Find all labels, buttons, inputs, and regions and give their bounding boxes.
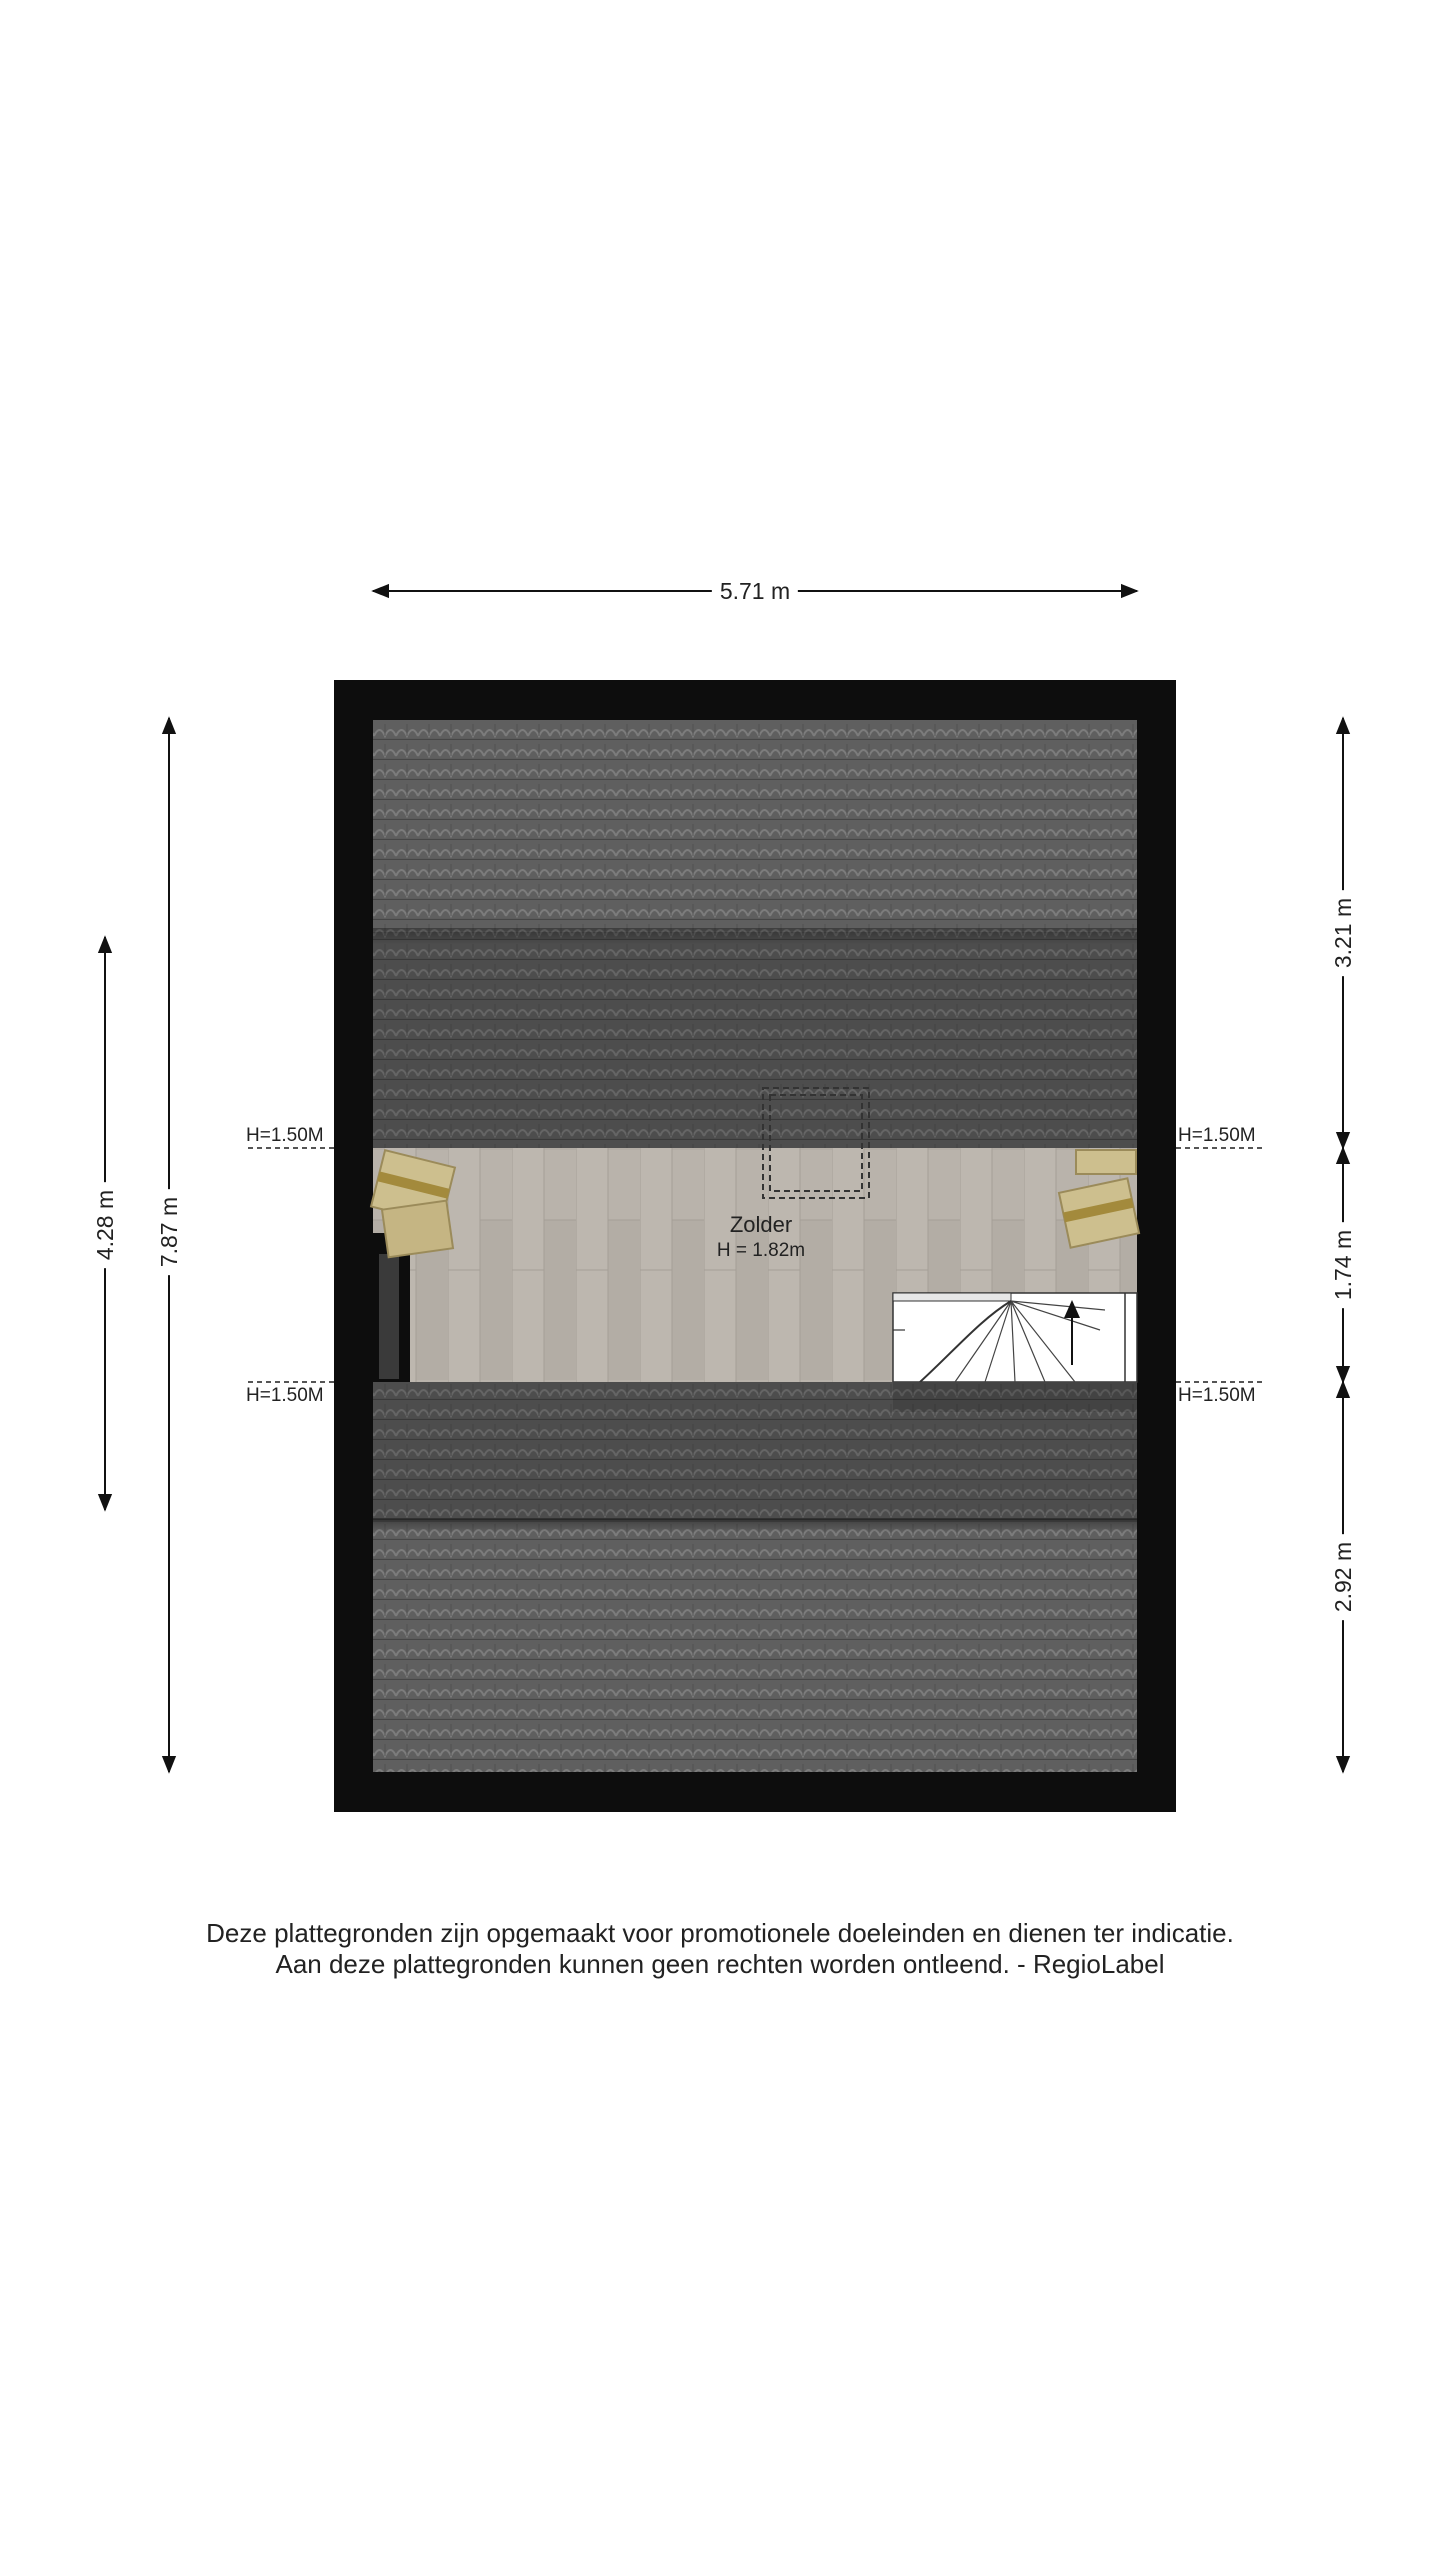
dim-label-top-width: 5.71 m (712, 577, 798, 605)
eave-height-bottom-left: H=1.50M (246, 1385, 324, 1406)
disclaimer-line-1: Deze plattegronden zijn opgemaakt voor promotionele doeleinden en dienen ter indicatie. (206, 1918, 1234, 1948)
disclaimer-line-2: Aan deze plattegronden kunnen geen rechten worden ontleend. - RegioLabel (275, 1949, 1165, 1979)
room-height: H = 1.82m (716, 1240, 806, 1261)
dim-label-right-top: 3.21 m (1329, 890, 1357, 976)
room-name: Zolder (729, 1212, 793, 1237)
roof-top-upper (373, 720, 1137, 932)
eave-height-top-left: H=1.50M (246, 1125, 324, 1146)
disclaimer (0, 1918, 1440, 1980)
dim-label-right-bottom: 2.92 m (1329, 1534, 1357, 1620)
staircase (893, 1293, 1137, 1382)
eave-height-top-right: H=1.50M (1178, 1125, 1256, 1146)
roof-bottom-lower (373, 1522, 1137, 1772)
eave-height-bottom-right: H=1.50M (1178, 1385, 1256, 1406)
dim-label-left-inner: 4.28 m (91, 1182, 119, 1268)
dim-label-right-middle: 1.74 m (1329, 1222, 1357, 1308)
dim-label-left-total: 7.87 m (155, 1189, 183, 1275)
